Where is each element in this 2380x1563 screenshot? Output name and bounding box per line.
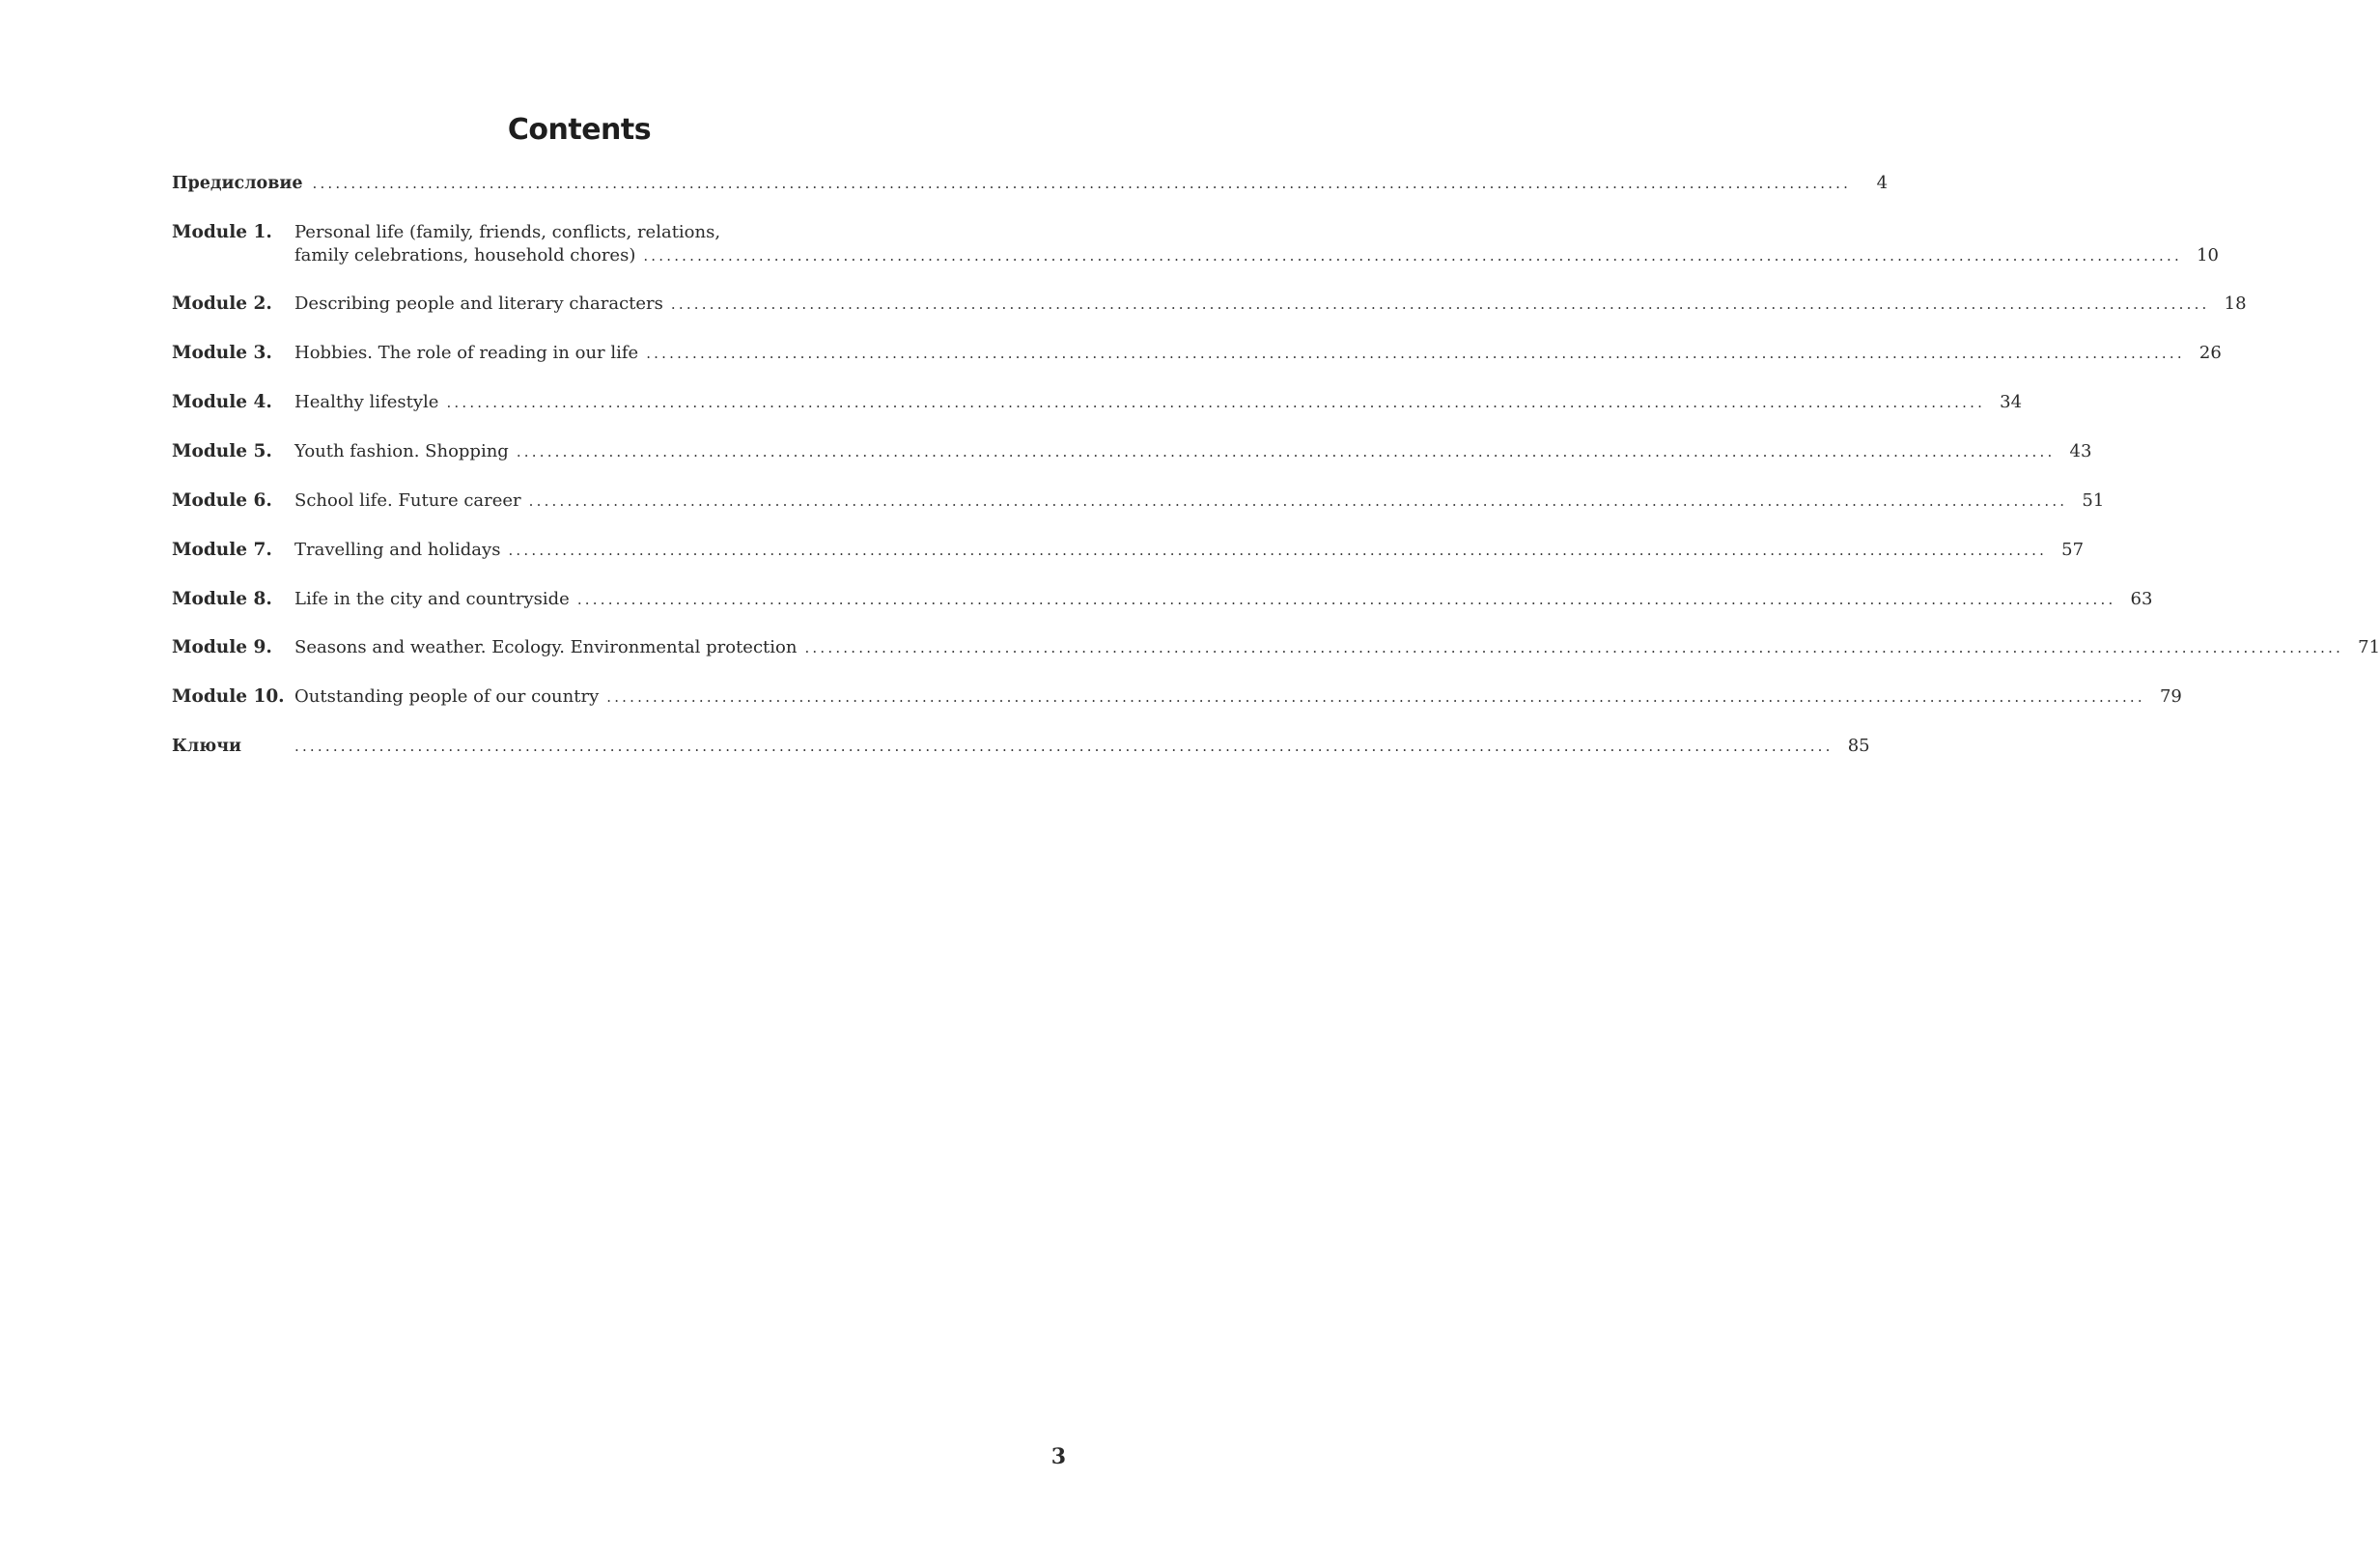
toc-entry-title-line: family celebrations, household chores) — [294, 245, 636, 265]
toc-entry-label: Module 8. — [172, 589, 272, 609]
page-title: Contents — [507, 113, 652, 147]
toc-entry-title: Life in the city and countryside — [294, 589, 570, 609]
toc-entry-label: Module 2. — [172, 293, 272, 314]
toc-entry-title: School life. Future career — [294, 490, 521, 511]
dot-leader: ........................................................................................................................................................................................................ — [606, 688, 2145, 706]
dot-leader: ........................................................................................................................................................................................................ — [576, 591, 2116, 608]
dot-leader: ........................................................................................................................................................................................................ — [528, 492, 2068, 510]
toc-entry-title: Youth fashion. Shopping — [294, 441, 509, 461]
dot-leader: ........................................................................................................................................................................................................ — [508, 542, 2048, 559]
toc-page-number: 26 — [2198, 343, 2222, 363]
toc-page-number: 4 — [1876, 173, 1889, 193]
dot-leader: ........................................................................................................................................................................................................ — [646, 345, 2185, 362]
toc-entry-label: Module 4. — [172, 392, 272, 412]
toc-entry-label: Module 9. — [172, 637, 272, 657]
toc-entry-label: Предисловие — [172, 174, 303, 193]
toc-page-number: 51 — [2082, 490, 2105, 511]
toc-page-number: 79 — [2159, 686, 2182, 707]
toc-entry-label: Module 7. — [172, 540, 272, 560]
toc-entry-title: Hobbies. The role of reading in our life — [294, 343, 639, 363]
dot-leader: ........................................................................................................................................................................................................ — [446, 394, 1986, 411]
toc-entry-title: Describing people and literary characters — [294, 293, 663, 314]
toc-page-number: 18 — [2224, 293, 2247, 314]
toc-page-number: 85 — [1847, 736, 1870, 756]
toc-page-number: 34 — [2000, 392, 2023, 412]
dot-leader: ........................................................................................................................................................................................................ — [516, 443, 2056, 461]
toc-entry-title: Outstanding people of our country — [294, 686, 600, 707]
dot-leader: ........................................................................................................................................................................................................ — [643, 247, 2182, 265]
toc-entry-title-line: Personal life (family, friends, conflicts, relations, — [294, 222, 721, 242]
toc-entry-title: Seasons and weather. Ecology. Environmental protection — [294, 637, 798, 657]
toc-entry-title: Travelling and holidays — [294, 540, 501, 560]
toc-entry-label: Module 5. — [172, 441, 272, 461]
toc-page-number: 57 — [2061, 540, 2085, 560]
toc-entry-title: Healthy lifestyle — [294, 392, 439, 412]
toc-page-number: 43 — [2069, 441, 2092, 461]
dot-leader: ........................................................................................................................................................................................................ — [312, 175, 1852, 192]
dot-leader: ........................................................................................................................................................................................................ — [294, 738, 1834, 755]
dot-leader: ........................................................................................................................................................................................................ — [804, 639, 2344, 656]
toc-entry-label: Module 10. — [172, 686, 285, 707]
toc-entry-label: Module 6. — [172, 490, 272, 511]
toc-page-number: 63 — [2130, 589, 2153, 609]
toc-entry-label: Module 3. — [172, 343, 272, 363]
page-number: 3 — [1050, 1444, 1066, 1469]
toc-entry-label: Ключи — [172, 737, 241, 756]
toc-page-number: 10 — [2197, 245, 2219, 265]
toc-entry-label: Module 1. — [172, 222, 272, 242]
toc-page-number: 71 — [2358, 637, 2380, 657]
dot-leader: ........................................................................................................................................................................................................ — [670, 295, 2210, 313]
